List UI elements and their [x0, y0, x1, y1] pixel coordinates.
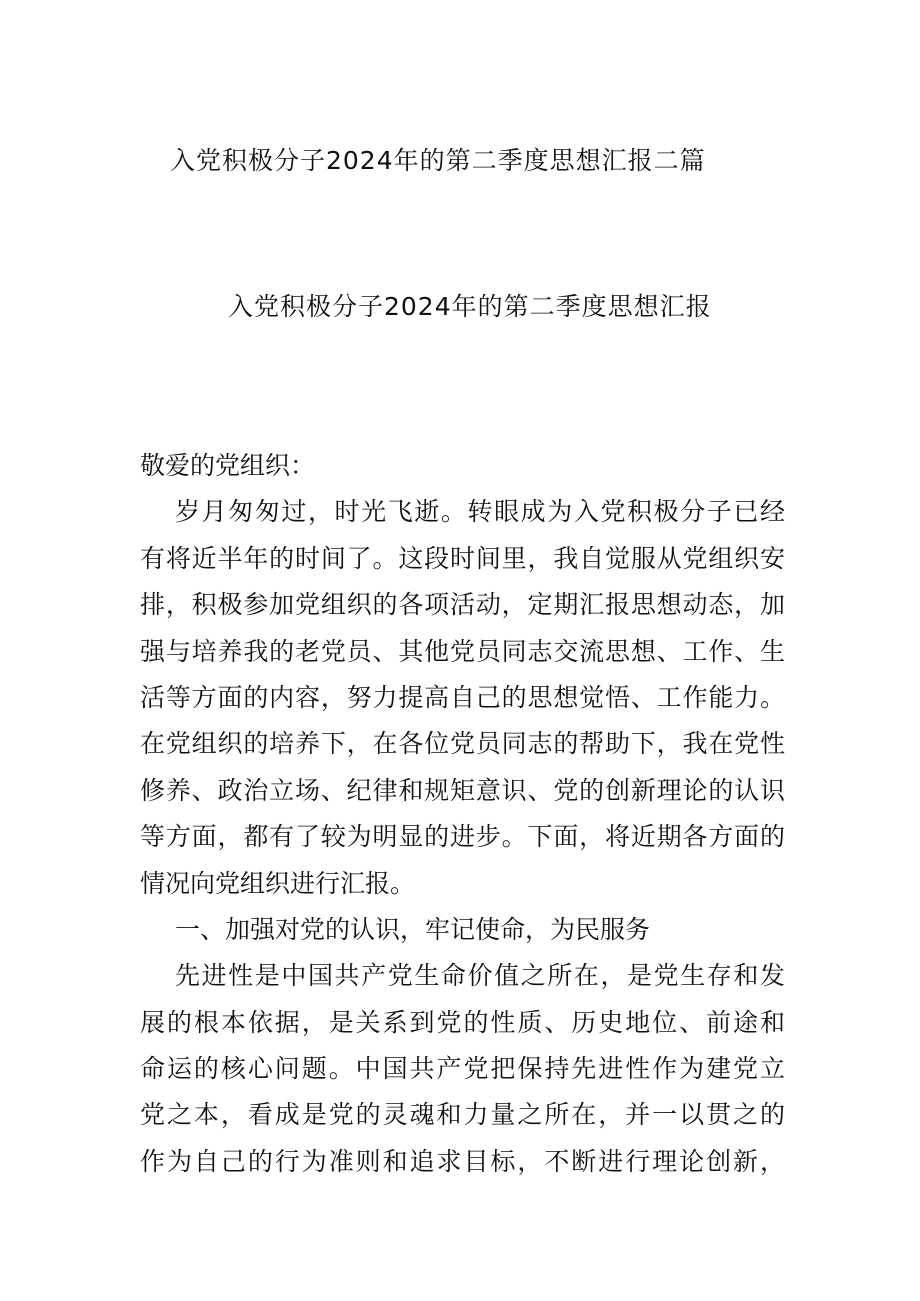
document-subtitle: 入党积极分子2024年的第二季度思想汇报 — [228, 292, 712, 321]
section-heading: 一、加强对党的认识，牢记使命，为民服务 — [175, 914, 651, 944]
paragraph-line: 强与培养我的老党员、其他党员同志交流思想、工作、生 — [140, 636, 785, 666]
paragraph-line: 岁月匆匆过，时光飞逝。转眼成为入党积极分子已经 — [175, 497, 785, 527]
paragraph-line: 作为自己的行为准则和追求目标，不断进行理论创新， — [140, 1146, 785, 1176]
paragraph-line: 先进性是中国共产党生命价值之所在，是党生存和发 — [175, 961, 785, 991]
paragraph-line: 展的根本依据，是关系到党的性质、历史地位、前途和 — [140, 1007, 785, 1037]
document-title: 入党积极分子2024年的第二季度思想汇报二篇 — [170, 146, 706, 175]
salutation: 敬爱的党组织： — [140, 451, 316, 480]
document-body — [140, 443, 785, 1185]
paragraph-line: 党之本，看成是党的灵魂和力量之所在，并一以贯之的 — [140, 1100, 785, 1130]
paragraph-line: 在党组织的培养下，在各位党员同志的帮助下，我在党性 — [140, 729, 785, 759]
paragraph-line: 等方面，都有了较为明显的进步。下面，将近期各方面的 — [140, 822, 785, 852]
paragraph-line: 排，积极参加党组织的各项活动，定期汇报思想动态，加 — [140, 590, 785, 620]
paragraph-line: 活等方面的内容，努力提高自己的思想觉悟、工作能力。 — [140, 682, 785, 712]
paragraph-line: 修养、政治立场、纪律和规矩意识、党的创新理论的认识 — [140, 775, 785, 805]
paragraph-line: 有将近半年的时间了。这段时间里，我自觉服从党组织安 — [140, 543, 785, 573]
paragraph-line: 命运的核心问题。中国共产党把保持先进性作为建党立 — [140, 1054, 785, 1084]
paragraph-line: 情况向党组织进行汇报。 — [140, 868, 416, 898]
